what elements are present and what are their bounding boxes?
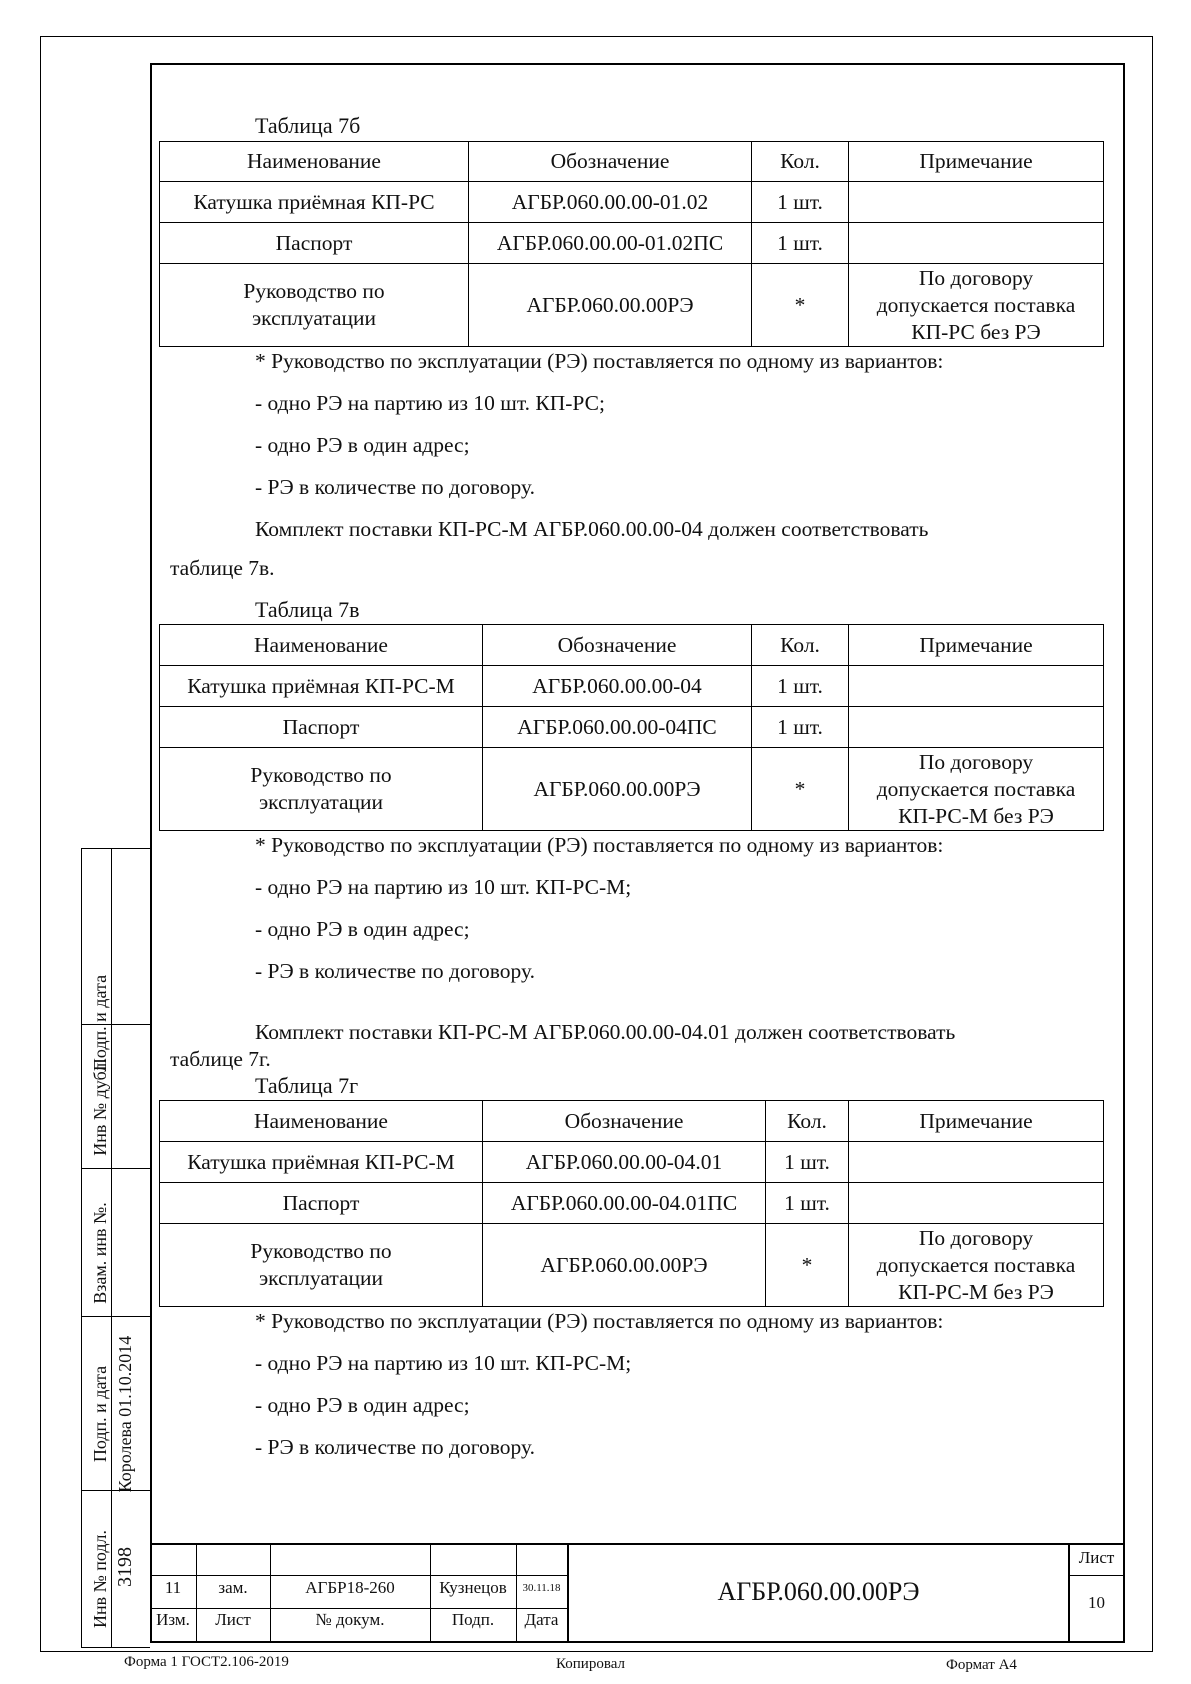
table-cell: Паспорт [160,707,483,748]
header-name: Наименование [160,1101,483,1142]
table-cell: Катушка приёмная КП-РС-М [160,666,483,707]
paragraph-7v-line2: таблице 7в. [170,556,275,580]
table-cell: 1 шт. [752,182,849,223]
tb-data-label: Дата [524,1610,559,1629]
header-designation: Обозначение [483,625,752,666]
header-qty: Кол. [752,142,849,182]
stamp-podp-data-bottom: Подп. и дата [90,1365,110,1463]
table-7g [159,1100,1104,1307]
tb-dokum-value: АГБР18-260 [305,1578,395,1597]
table-7v-caption: Таблица 7в [255,597,360,622]
table-cell [849,666,1104,707]
table-cell: По договору допускается поставка КП-РС-М без РЭ [849,748,1104,831]
header-note: Примечание [849,142,1104,182]
header-designation: Обозначение [483,1101,766,1142]
table-cell: 1 шт. [752,666,849,707]
table-cell: 1 шт. [752,223,849,264]
table-7b-note: * Руководство по эксплуатации (РЭ) поставляется по одному из вариантов: [255,349,944,373]
tb-izm-value: 11 [164,1578,182,1597]
table-cell: Катушка приёмная КП-РС-М [160,1142,483,1183]
tb-data-value: 30.11.18 [522,1582,561,1594]
header-name: Наименование [160,625,483,666]
stamp-podp-data-top: Подп. и дата [90,974,110,1072]
tb-sheet-number: 10 [1088,1593,1105,1612]
header-note: Примечание [849,625,1104,666]
tb-podp-value: Кузнецов [439,1578,507,1597]
paragraph-7g-line1: Комплект поставки КП-РС-М АГБР.060.00.00-04.01 должен соответствовать [255,1020,956,1044]
footer-copied: Копировал [556,1656,625,1672]
table-cell: АГБР.060.00.00-04.01 [483,1142,766,1183]
table-cell: 1 шт. [766,1142,849,1183]
table-7v-option: - одно РЭ на партию из 10 шт. КП-РС-М; [255,875,632,899]
header-name: Наименование [160,142,469,182]
table-cell: АГБР.060.00.00РЭ [483,748,752,831]
stamp-vzam-inv: Взам. инв №. [90,1202,110,1304]
header-note: Примечание [849,1101,1104,1142]
table-cell: Руководство по эксплуатации [160,1224,483,1307]
table-7g-option: - одно РЭ в один адрес; [255,1393,470,1417]
table-cell: АГБР.060.00.00-04.01ПС [483,1183,766,1224]
table-cell: Руководство по эксплуатации [160,264,469,347]
header-qty: Кол. [766,1101,849,1142]
table-7v [159,624,1104,831]
table-cell [849,223,1104,264]
table-cell: * [752,264,849,347]
table-cell: Паспорт [160,1183,483,1224]
table-cell: Катушка приёмная КП-РС [160,182,469,223]
table-cell: АГБР.060.00.00-04ПС [483,707,752,748]
table-cell: АГБР.060.00.00-04 [483,666,752,707]
table-7v-option: - одно РЭ в один адрес; [255,917,470,941]
table-7b-option: - одно РЭ в один адрес; [255,433,470,457]
paragraph-7v-line1: Комплект поставки КП-РС-М АГБР.060.00.00-04 должен соответствовать [255,517,929,541]
table-7b-caption: Таблица 7б [255,113,361,138]
paragraph-7g-line2: таблице 7г. [170,1047,271,1071]
table-7g-note: * Руководство по эксплуатации (РЭ) поставляется по одному из вариантов: [255,1309,944,1333]
table-cell [849,1142,1104,1183]
tb-izm-label: Изм. [156,1610,190,1629]
stamp-signature-date: Королева 01.10.2014 [115,1335,135,1493]
table-cell [849,182,1104,223]
table-cell: 1 шт. [752,707,849,748]
table-7g-option: - одно РЭ на партию из 10 шт. КП-РС-М; [255,1351,632,1375]
tb-podp-label: Подп. [451,1610,495,1629]
tb-sheet-label: Лист [1078,1548,1115,1567]
table-cell: АГБР.060.00.00-01.02 [469,182,752,223]
table-cell: АГБР.060.00.00РЭ [469,264,752,347]
table-7g-option: - РЭ в количестве по договору. [255,1435,535,1459]
table-7b-option: - одно РЭ на партию из 10 шт. КП-РС; [255,391,605,415]
header-designation: Обозначение [469,142,752,182]
table-cell [849,707,1104,748]
table-7b-option: - РЭ в количестве по договору. [255,475,535,499]
header-qty: Кол. [752,625,849,666]
table-cell: * [766,1224,849,1307]
tb-dokum-label: № докум. [315,1610,385,1629]
footer-form: Форма 1 ГОСТ2.106-2019 [124,1654,289,1670]
table-cell: Руководство по эксплуатации [160,748,483,831]
stamp-inv-podl-number: 3198 [114,1547,136,1587]
table-cell: * [752,748,849,831]
table-cell: АГБР.060.00.00-01.02ПС [469,223,752,264]
stamp-inv-dubl: Инв № дубл. [90,1058,110,1156]
table-cell: Паспорт [160,223,469,264]
document-designation: АГБР.060.00.00РЭ [717,1577,920,1606]
table-cell: 1 шт. [766,1183,849,1224]
table-7v-option: - РЭ в количестве по договору. [255,959,535,983]
footer-format: Формат А4 [946,1657,1017,1673]
stamp-inv-podl: Инв № подл. [90,1529,110,1629]
table-7g-caption: Таблица 7г [255,1073,359,1098]
table-cell [849,1183,1104,1224]
tb-list-value: зам. [218,1578,248,1597]
table-cell: По договору допускается поставка КП-РС без РЭ [849,264,1104,347]
table-cell: АГБР.060.00.00РЭ [483,1224,766,1307]
table-7b [159,141,1104,347]
table-cell: По договору допускается поставка КП-РС-М без РЭ [849,1224,1104,1307]
tb-list-label: Лист [215,1610,251,1629]
table-7v-note: * Руководство по эксплуатации (РЭ) поставляется по одному из вариантов: [255,833,944,857]
